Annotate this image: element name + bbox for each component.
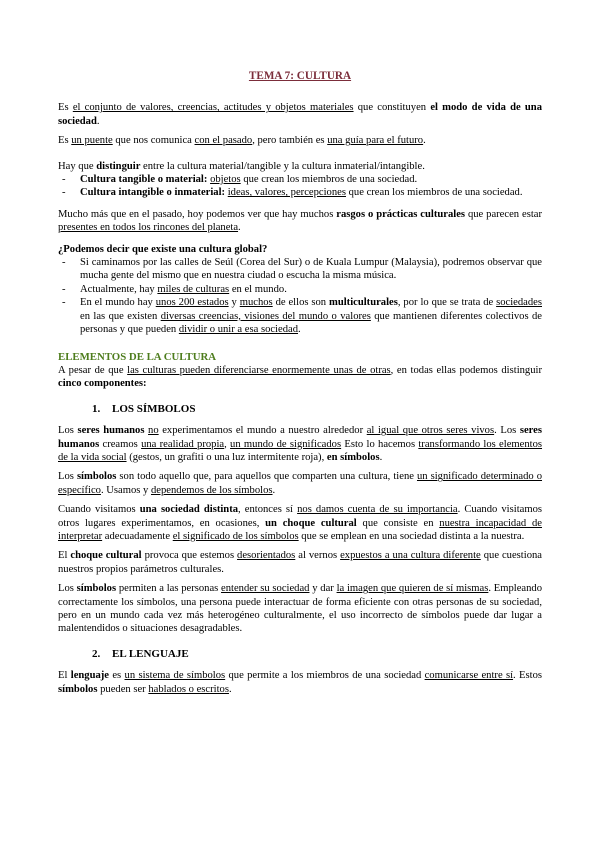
text: que cuestiona nuestros propios parámetros culturales. [58, 550, 542, 575]
text: Es [58, 135, 72, 147]
underlined-text: presentes en todos los rincones del planeta [58, 222, 239, 234]
underlined-text: desorientados [237, 550, 296, 562]
question-heading: ¿Podemos decir que existe una cultura global? [58, 243, 268, 255]
list-item: - Si caminamos por las calles de Seúl (Corea del Sur) o de Kuala Lumpur (Malaysia), podremos observar que mucha gente del mismo que en nuestra ciudad o escucha la misma música. [58, 256, 542, 283]
subsection-number: 1. [92, 402, 101, 415]
underlined-text: una guía para el futuro [327, 135, 424, 147]
underlined-text: nuestra incapacidad de interpretar [58, 517, 542, 542]
paragraph-definition [58, 101, 542, 128]
subsection-label: LOS SÍMBOLOS [112, 402, 196, 415]
bold-text: símbolos [58, 683, 98, 695]
underlined-text: la imagen que quieren de sí mismas [336, 583, 489, 595]
underlined-text: entender su sociedad [221, 583, 310, 595]
text: , por lo que se trata de [397, 297, 497, 309]
text: que permite a los miembros de una sociedad [225, 670, 425, 682]
paragraph-humans [58, 424, 542, 464]
bold-text: un choque cultural [265, 517, 357, 529]
text: de ellos son [272, 297, 330, 309]
bold-text: seres humanos [77, 425, 145, 437]
bold-text: lenguaje [70, 670, 110, 682]
underlined-text: un significado determinado o específico [58, 471, 543, 496]
text: que consiste en [356, 517, 440, 529]
text: que crean los miembros de una sociedad. [345, 187, 523, 199]
text: adecuadamente [102, 530, 173, 542]
text: , [224, 438, 231, 450]
underlined-text: unos 200 estados [155, 297, 229, 309]
underlined-text: un sistema de símbolos [124, 670, 226, 682]
text: y [228, 297, 240, 309]
text: Los [58, 471, 77, 483]
text: entre la cultura material/tangible y la cultura inmaterial/intangible. [140, 160, 425, 172]
bold-text: Cultura intangible o inmaterial: [80, 187, 226, 199]
text: Los [58, 583, 77, 595]
text: . Estos [513, 670, 542, 682]
text: y dar [309, 583, 337, 595]
text: que constituyen [353, 102, 431, 114]
text: A pesar de que [58, 364, 128, 376]
underlined-text: un mundo de significados [230, 438, 342, 450]
text: provoca que estemos [141, 550, 238, 562]
text: En el mundo hay [80, 297, 156, 309]
underlined-text: una realidad propia [141, 438, 225, 450]
paragraph-shock-effect [58, 549, 542, 576]
bold-text: símbolos [76, 471, 117, 483]
section-heading: ELEMENTOS DE LA CULTURA [58, 350, 217, 363]
global-culture-list [58, 256, 542, 336]
underlined-text: objetos [210, 174, 241, 186]
bold-text: distinguir [96, 160, 141, 172]
text: creamos [99, 438, 142, 450]
culture-types-list [58, 173, 542, 200]
text: El [58, 670, 71, 682]
text: en el mundo. [229, 283, 287, 295]
paragraph-distinguish [58, 160, 542, 173]
text: que crean los miembros de una sociedad. [240, 174, 418, 186]
text: Mucho más que en el pasado, hoy podemos ver que hay muchos [58, 208, 337, 220]
underlined-text: comunicarse entre sí [424, 670, 514, 682]
underlined-text: hablados o escritos [148, 683, 229, 695]
text: que parecen estar [465, 208, 542, 220]
underlined-text: sociedades [496, 297, 542, 309]
text: que mantienen diferentes colectivos de personas y que pueden [80, 310, 543, 336]
paragraph-language [58, 669, 542, 696]
subsection-heading-symbols [92, 403, 542, 416]
text: en las que existen [80, 310, 161, 322]
paragraph-bridge [58, 134, 542, 147]
subsection-label: EL LENGUAJE [112, 647, 189, 660]
text: Es [58, 102, 73, 114]
text: permiten a las personas [116, 583, 222, 595]
underlined-text: no [148, 425, 159, 437]
text: , entonces sí [238, 504, 298, 516]
text: Esto lo hacemos [341, 438, 419, 450]
bold-text: en símbolos [326, 451, 380, 463]
text: . Los [494, 425, 520, 437]
text: experimentamos el mundo a nuestro alrededor [158, 425, 367, 437]
text: Hay que [58, 160, 97, 172]
text: , en todas ellas podemos distinguir [390, 364, 542, 376]
text: . [379, 451, 383, 463]
subsection-heading-language [92, 648, 542, 661]
paragraph-symbols-meaning [58, 470, 542, 497]
list-item [58, 296, 542, 336]
text: . [423, 135, 426, 147]
bold-text: seres humanos [58, 425, 542, 450]
bold-text: Cultura tangible o material: [80, 174, 208, 186]
bold-text: el modo de vida de una sociedad [58, 102, 542, 127]
underlined-text: las culturas pueden diferenciarse enormemente unas de otras [127, 364, 391, 376]
underlined-text: expuestos a una cultura diferente [340, 550, 481, 562]
underlined-text: el conjunto de valores, creencias, actitudes y objetos materiales [72, 102, 354, 114]
underlined-text: diversas creencias, visiones del mundo o valores [160, 310, 371, 322]
bold-text: símbolos [76, 583, 117, 595]
text: . Empleando correctamente los símbolos, una persona puede interactuar de forma eficiente con otras personas de su sociedad, pero en un mundo cada vez más heterogéneo culturalmente, el uso incorrecto de símbolos puede dar lugar a malentendidos o situaciones desagradables. [58, 583, 543, 635]
paragraph-culture-shock [58, 503, 542, 543]
text: que se emplean en una sociedad distinta a la nuestra. [298, 530, 525, 542]
text: . [272, 484, 276, 496]
text: que nos comunica [112, 135, 195, 147]
text: . [228, 683, 232, 695]
paragraph-global-practices [58, 208, 542, 235]
bold-text: multiculturales [329, 297, 398, 309]
text: (gestos, un grafiti o una luz intermitente roja), [126, 451, 327, 463]
underlined-text: dependemos de los símbolos [150, 484, 273, 496]
underlined-text: con el pasado [194, 135, 253, 147]
underlined-text: el significado de los símbolos [172, 530, 299, 542]
underlined-text: dividir o unir a esa sociedad [178, 324, 299, 336]
text: Cuando visitamos [58, 504, 140, 516]
paragraph-symbols-use [58, 582, 542, 636]
text: El [58, 550, 71, 562]
underlined-text: un puente [71, 135, 113, 147]
underlined-text: miles de culturas [157, 283, 230, 295]
bold-text: una sociedad distinta [139, 504, 239, 516]
subsection-number: 2. [92, 647, 101, 660]
text: . Cuando visitamos otros lugares experimentamos, en ocasiones, [58, 504, 542, 529]
bold-text: rasgos o prácticas culturales [336, 208, 466, 220]
text: Actualmente, hay [80, 283, 158, 295]
text: . Usamos y [100, 484, 151, 496]
text: al vernos [295, 550, 341, 562]
text: pueden ser [97, 683, 149, 695]
underlined-text: muchos [239, 297, 273, 309]
list-item [58, 186, 542, 199]
underlined-text: nos damos cuenta de su importancia [297, 504, 458, 516]
text: Los [58, 425, 78, 437]
underlined-text: al igual que otros seres vivos [366, 425, 495, 437]
text: son todo aquello que, para aquellos que comparten una cultura, tiene [116, 471, 417, 483]
text: . [298, 324, 301, 336]
text: . [96, 115, 100, 127]
page-title: TEMA 7: CULTURA [248, 70, 352, 82]
list-item [58, 173, 542, 186]
list-item [58, 283, 542, 296]
text: es [109, 670, 125, 682]
paragraph-components [58, 364, 542, 391]
bold-text: choque cultural [70, 550, 142, 562]
underlined-text: ideas, valores, percepciones [227, 187, 346, 199]
text: , pero también es [252, 135, 328, 147]
underlined-text: transformando los elementos de la vida social [58, 438, 543, 463]
bold-text: cinco componentes: [58, 378, 147, 390]
text: . [238, 222, 241, 234]
